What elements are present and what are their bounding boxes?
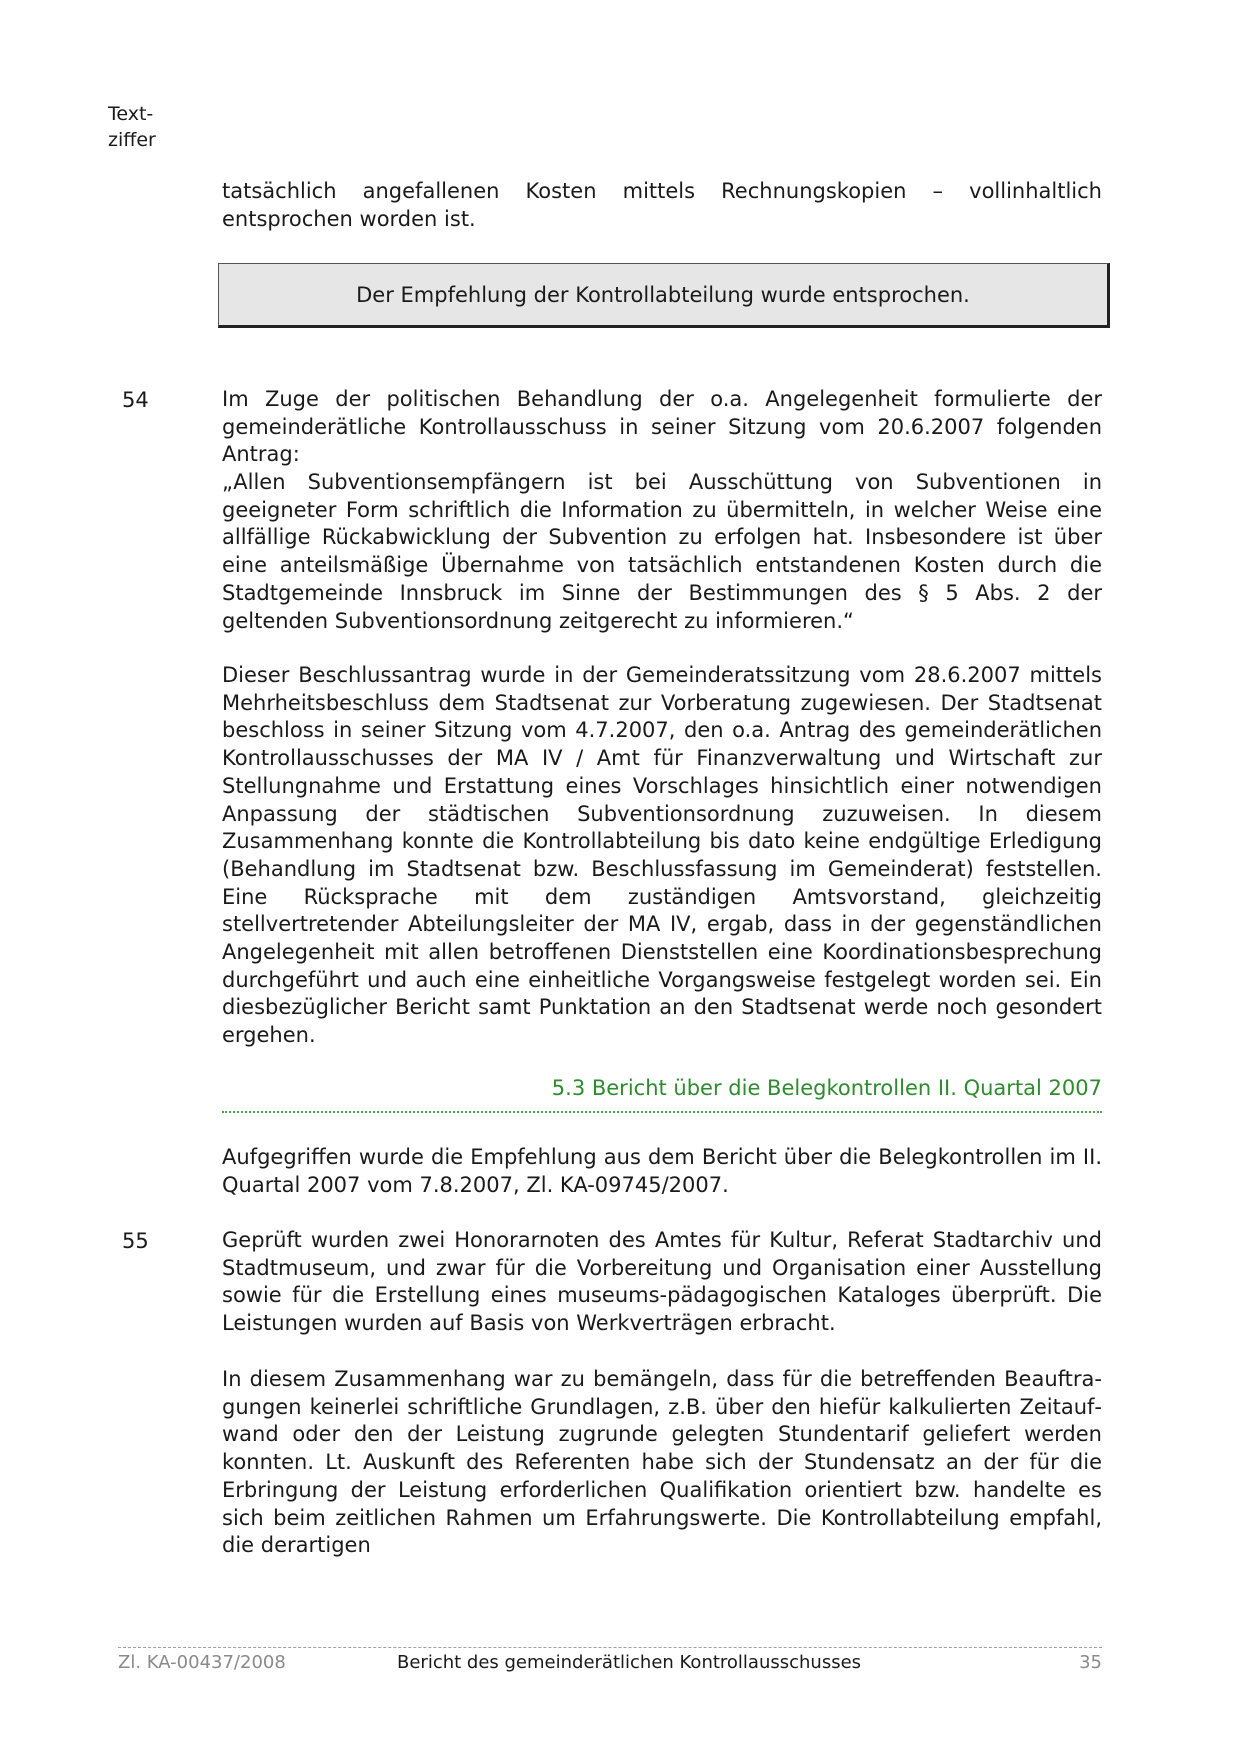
- footer-title: Bericht des gemeinderätlichen Kontrollausschusses: [397, 1652, 862, 1673]
- page-number: 35: [1079, 1652, 1102, 1673]
- recommendation-text: Der Empfehlung der Kontrollabteilung wurde entsprochen.: [356, 282, 970, 307]
- section-heading: 5.3 Bericht über die Belegkontrollen II. Quartal 2007: [551, 1076, 1102, 1100]
- footer-rule: [118, 1647, 1102, 1648]
- section54-paragraph-2: Dieser Beschlussantrag wurde in der Gemeinderatssitzung vom 28.6.2007 mittels Mehrheitsbeschluss dem Stadtsenat zur Vorberatung zugewiesen. Der Stadtsenat beschloss in seiner Sitzung vom 4.7.2007, den o.a. Antrag des gemeinderätlichen Kontrollausschusses der MA IV / Amt für Finanzverwaltung und Wirtschaft zur Stellungnahme und Erstattung eines Vorschlages hinsichtlich einer notwendigen Anpassung der städtischen Subventionsordnung zuzuweisen. In diesem Zusammenhang konnte die Kontrollabteilung bis dato keine endgültige Erledigung (Behandlung im Stadtsenat bzw. Beschlussfassung im Gemeinderat) feststellen. Eine Rücksprache mit dem zuständigen Amtsvorstand, gleichzeitig stellvertretender Abteilungsleiter der MA IV, ergab, dass in der gegenständlichen Angelegenheit mit allen betroffenen Dienststellen eine Koordinationsbesprechung durchgeführt und auch eine einheitliche Vorgangsweise festgelegt worden sei. Ein diesbezüglicher Bericht samt Punktation an den Stadtsenat werde noch gesondert ergehen.: [222, 663, 1102, 1048]
- section54-paragraph-1: Im Zuge der politischen Behandlung der o.a. Angelegenheit formulierte der gemeinderätliche Kontrollausschuss in seiner Sitzung vom 20.6.2007 folgenden Antrag:: [222, 387, 1102, 467]
- section55-paragraph-2: In diesem Zusammenhang war zu bemängeln, dass für die betreffenden Beauftragungen keinerlei schriftliche Grundlagen, z.B. über den hiefür kalkulierten Zeitaufwand oder den der Leistung zugrunde gelegten Stundentarif geliefert werden konnten. Lt. Auskunft des Referenten habe sich der Stundensatz an der für die Erbringung der Leistung erforderlichen Qualifikation orientiert bzw. handelte es sich beim zeitlichen Rahmen um Erfahrungswerte. Die Kontrollabteilung empfahl, die derartigen: [222, 1367, 1102, 1558]
- section55-paragraph-1: Geprüft wurden zwei Honorarnoten des Amtes für Kultur, Referat Stadtarchiv und Stadtmuseum, und zwar für die Vorbereitung und Organisation einer Ausstellung sowie für die Erstellung eines museums-pädagogischen Kataloges überprüft. Die Leistungen wurden auf Basis von Werkverträgen erbracht.: [222, 1228, 1102, 1336]
- margin-label: [108, 101, 156, 153]
- textziffer-55: 55: [122, 1229, 149, 1253]
- intro-paragraph: tatsächlich angefallenen Kosten mittels Rechnungskopien – vollinhaltlich entsprochen worden ist.: [222, 179, 1102, 231]
- section53-intro-paragraph: Aufgegriffen wurde die Empfehlung aus dem Bericht über die Belegkontrollen im II. Quartal 2007 vom 7.8.2007, Zl. KA-09745/2007.: [222, 1145, 1102, 1197]
- textziffer-54: 54: [122, 388, 149, 412]
- footer-reference: Zl. KA-00437/2008: [118, 1652, 286, 1673]
- margin-label-line2: ziffer: [108, 129, 156, 151]
- section54-quote: „Allen Subventionsempfängern ist bei Ausschüttung von Subventionen in geeigneter Form schriftlich die Information zu übermitteln, in welcher Weise eine allfällige Rückabwicklung der Subvention zu erfolgen hat. Insbesondere ist über eine anteilsmäßige Übernahme von tatsächlich entstandenen Kosten durch die Stadtgemeinde Innsbruck im Sinne der Bestimmungen des § 5 Abs. 2 der geltenden Subventionsordnung zeitgerecht zu informieren.“: [222, 470, 1102, 633]
- margin-label-line1: Text-: [108, 103, 154, 125]
- recommendation-box: [218, 263, 1110, 328]
- section-heading-rule: [222, 1111, 1102, 1113]
